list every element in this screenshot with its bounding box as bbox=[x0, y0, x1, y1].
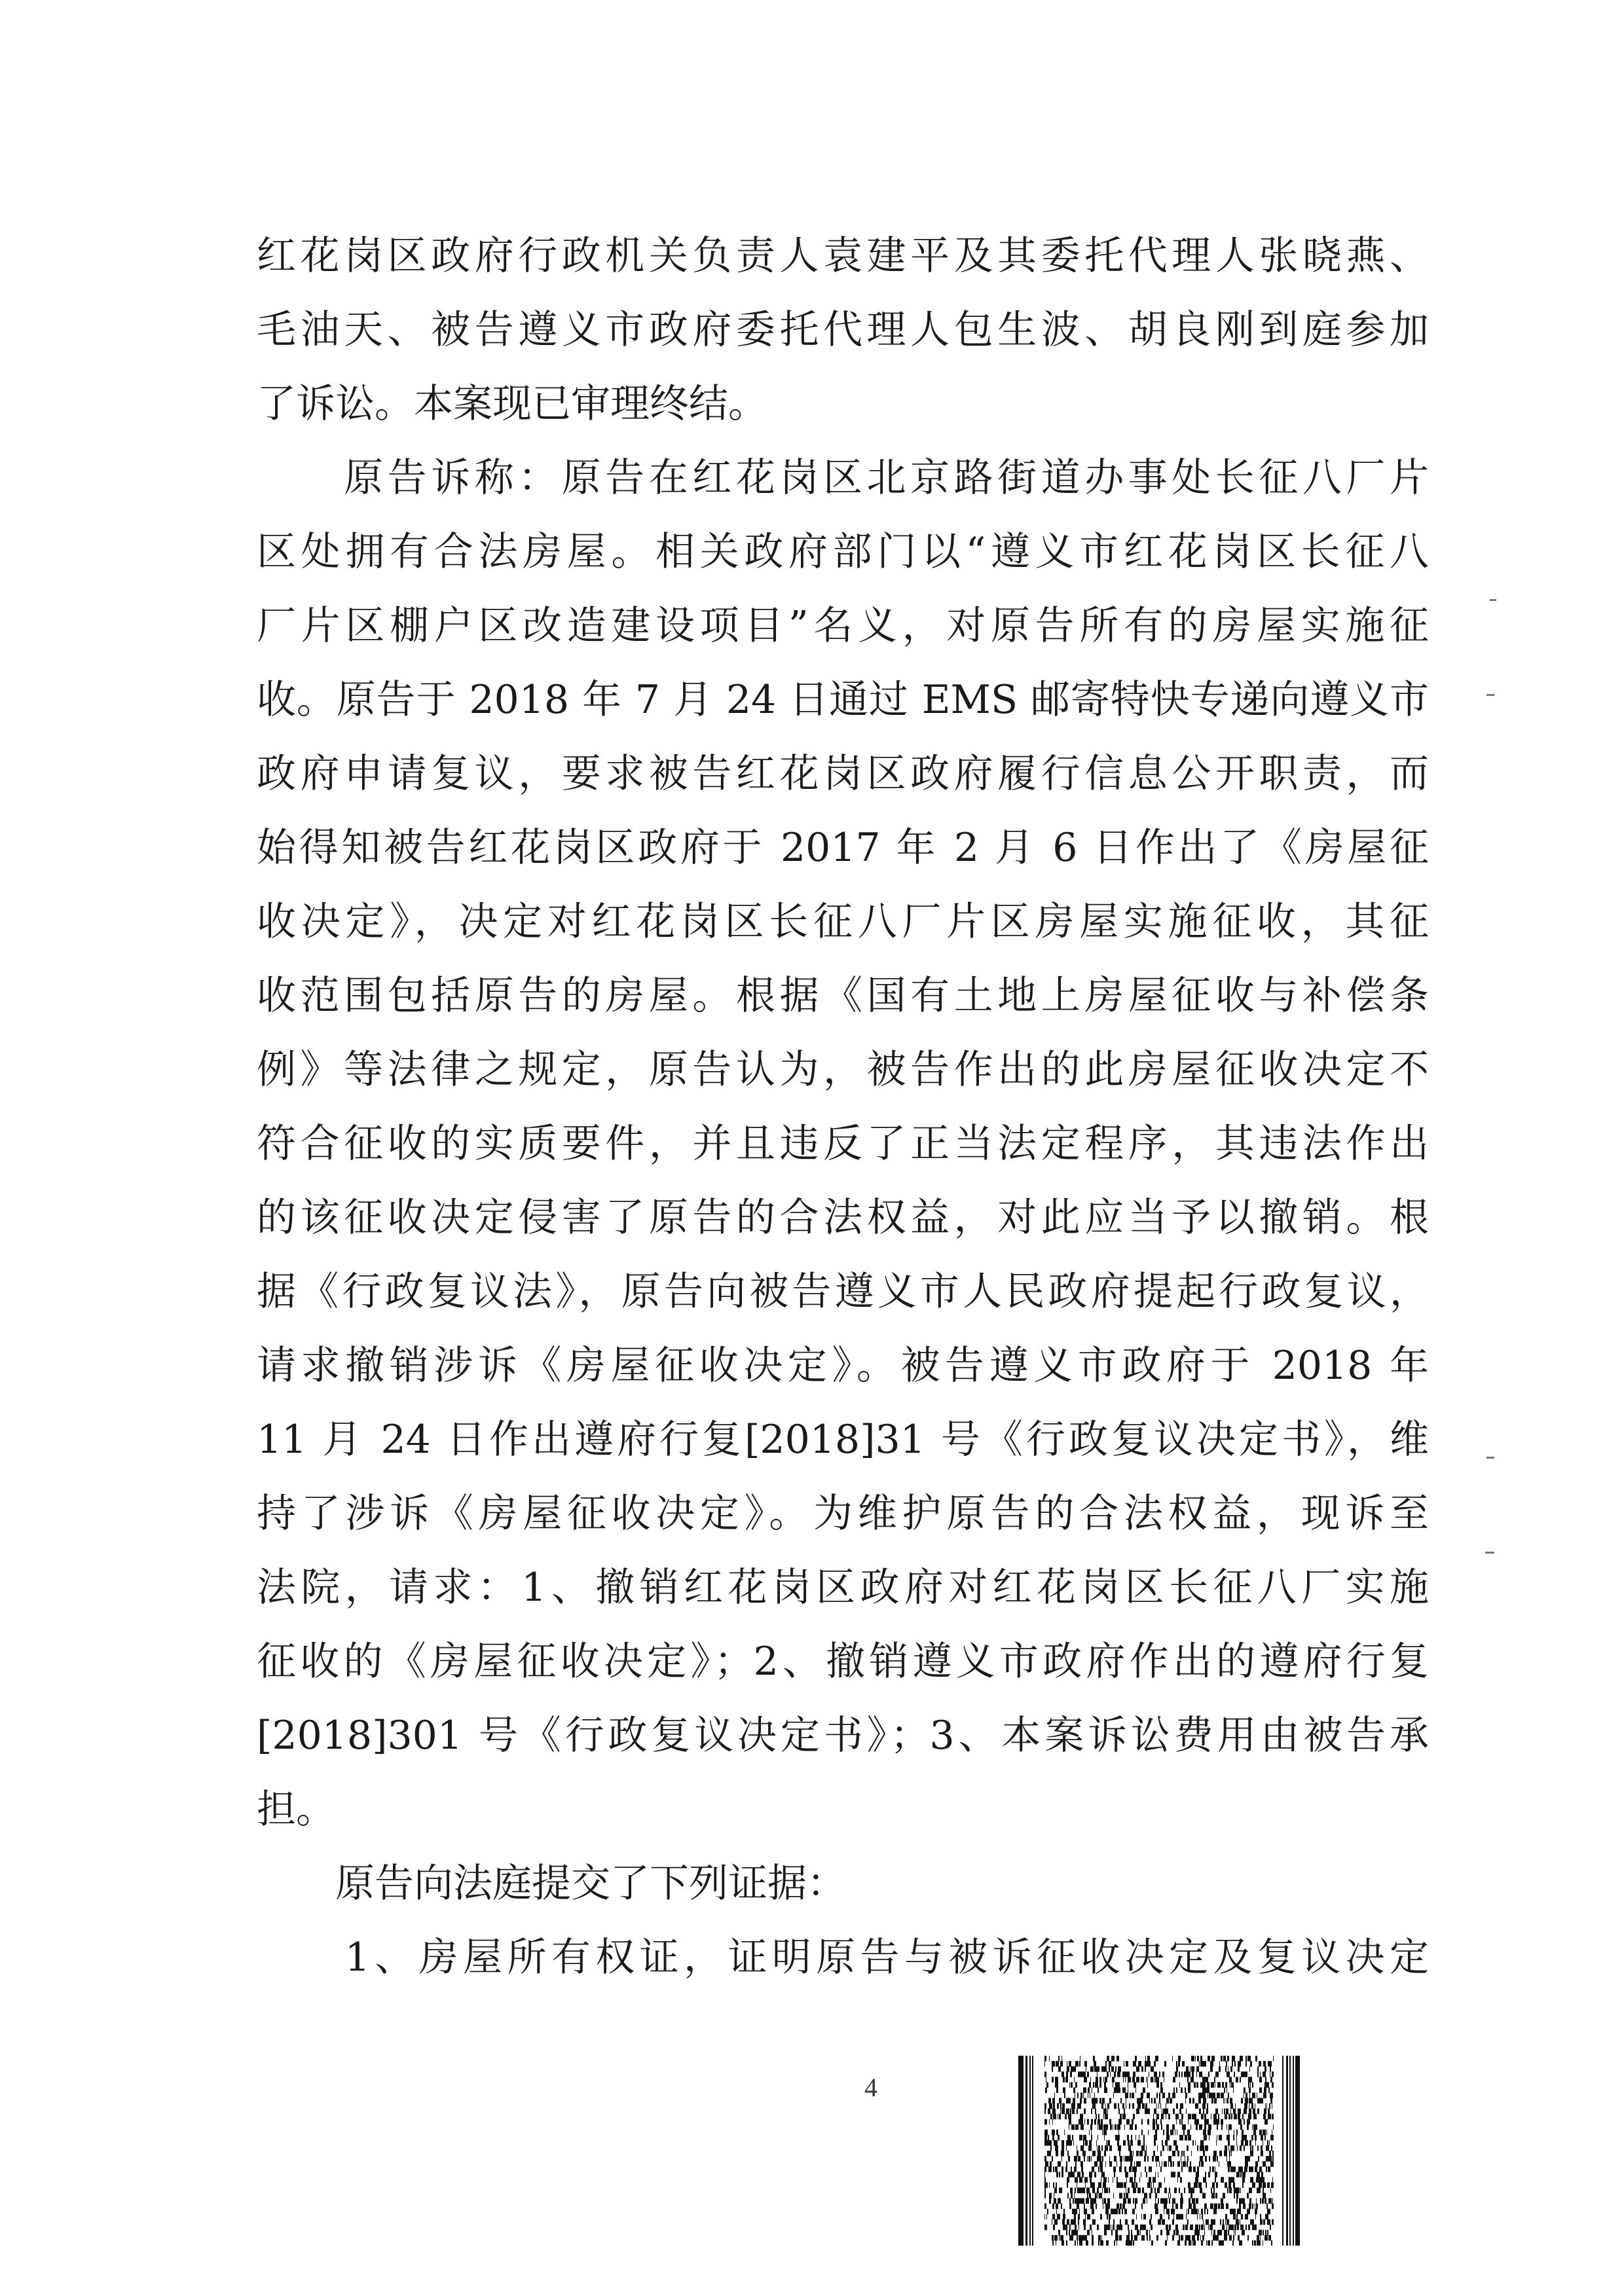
scan-margin-mark bbox=[1486, 694, 1494, 696]
scan-margin-mark bbox=[1485, 1552, 1494, 1554]
scan-margin-mark bbox=[1490, 599, 1496, 601]
pdf417-barcode bbox=[1018, 2056, 1300, 2246]
text-line: 11 月 24 日作出遵府行复[2018]31 号《行政复议决定书》，维 bbox=[257, 1417, 1429, 1463]
text-line: 征收的《房屋征收决定》；2、撤销遵义市政府作出的遵府行复 bbox=[257, 1639, 1429, 1685]
text-line: 收范围包括原告的房屋。根据《国有土地上房屋征收与补偿条 bbox=[257, 973, 1429, 1019]
page-number: 4 bbox=[864, 2073, 877, 2102]
text-line: 持了涉诉《房屋征收决定》。为维护原告的合法权益，现诉至 bbox=[257, 1491, 1429, 1537]
text-line: 区处拥有合法房屋。相关政府部门以“遵义市红花岗区长征八 bbox=[257, 529, 1429, 575]
text-line: 毛油天、被告遵义市政府委托代理人包生波、胡良刚到庭参加 bbox=[257, 307, 1429, 353]
text-line: 法院，请求：1、撤销红花岗区政府对红花岗区长征八厂实施 bbox=[257, 1565, 1429, 1611]
text-line: 1、房屋所有权证，证明原告与被诉征收决定及复议决定 bbox=[257, 1935, 1429, 1980]
text-line: 据《行政复议法》，原告向被告遵义市人民政府提起行政复议， bbox=[257, 1269, 1429, 1315]
text-line: 收决定》，决定对红花岗区长征八厂片区房屋实施征收，其征 bbox=[257, 899, 1429, 945]
text-line: [2018]301 号《行政复议决定书》；3、本案诉讼费用由被告承 bbox=[257, 1713, 1429, 1758]
text-line: 符合征收的实质要件，并且违反了正当法定程序，其违法作出 bbox=[257, 1121, 1429, 1167]
text-line: 请求撤销涉诉《房屋征收决定》。被告遵义市政府于 2018 年 bbox=[257, 1343, 1429, 1389]
text-line: 了诉讼。本案现已审理终结。 bbox=[257, 381, 767, 427]
barcode-graphic bbox=[1018, 2056, 1300, 2246]
text-line: 的该征收决定侵害了原告的合法权益，对此应当予以撤销。根 bbox=[257, 1195, 1429, 1241]
body-text bbox=[257, 219, 1429, 1995]
scan-margin-mark bbox=[1486, 1457, 1494, 1459]
text-line: 原告向法庭提交了下列证据： bbox=[257, 1861, 846, 1906]
text-line: 厂片区棚户区改造建设项目”名义，对原告所有的房屋实施征 bbox=[257, 603, 1429, 649]
text-line: 原告诉称：原告在红花岗区北京路街道办事处长征八厂片 bbox=[257, 455, 1429, 501]
text-line: 始得知被告红花岗区政府于 2017 年 2 月 6 日作出了《房屋征 bbox=[257, 825, 1429, 871]
text-line: 担。 bbox=[257, 1787, 335, 1832]
text-line: 红花岗区政府行政机关负责人袁建平及其委托代理人张晓燕、 bbox=[257, 233, 1429, 279]
text-line: 政府申请复议，要求被告红花岗区政府履行信息公开职责，而 bbox=[257, 751, 1429, 797]
text-line: 收。原告于 2018 年 7 月 24 日通过 EMS 邮寄特快专递向遵义市 bbox=[257, 677, 1429, 723]
text-line: 例》等法律之规定，原告认为，被告作出的此房屋征收决定不 bbox=[257, 1047, 1429, 1093]
